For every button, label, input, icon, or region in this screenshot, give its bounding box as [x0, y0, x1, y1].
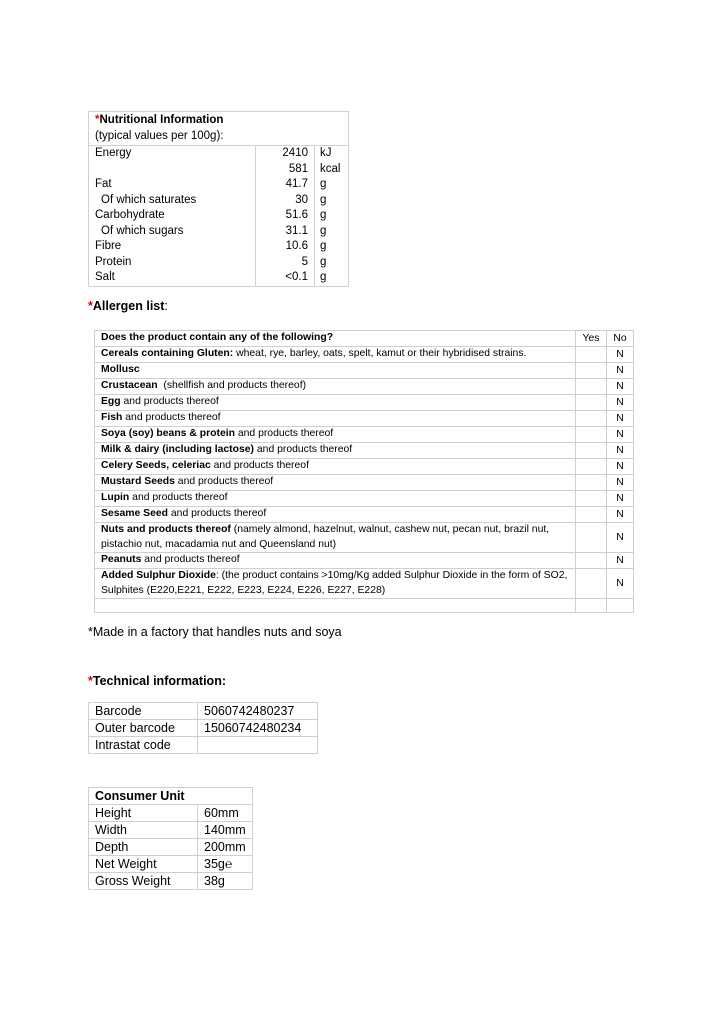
- nutrition-row: [89, 146, 349, 162]
- allergen-item-detail: and products thereof: [122, 412, 221, 424]
- allergen-no-cell: N: [607, 347, 634, 363]
- allergen-yes-cell: [576, 491, 607, 507]
- nutrition-value: 30: [256, 193, 315, 209]
- consumer-unit-row: [89, 805, 253, 822]
- allergen-no-cell: N: [607, 553, 634, 569]
- nutrition-row: [89, 224, 349, 240]
- allergen-row: [95, 475, 634, 491]
- technical-row: [89, 703, 318, 720]
- nutrition-row: [89, 177, 349, 193]
- allergen-item: [95, 491, 576, 507]
- allergen-item: [95, 347, 576, 363]
- allergen-item: [95, 553, 576, 569]
- nutrition-value: <0.1: [256, 270, 315, 286]
- nutrition-unit: kJ: [315, 146, 349, 162]
- allergen-item-name: Lupin: [101, 492, 130, 504]
- allergen-header-row: [95, 331, 634, 347]
- allergen-item: [95, 363, 576, 379]
- allergen-item-name: Celery Seeds, celeriac: [101, 460, 211, 472]
- allergen-no-header: No: [607, 331, 634, 347]
- allergen-row: [95, 443, 634, 459]
- nutrition-label: Protein: [89, 255, 256, 271]
- allergen-item: [95, 395, 576, 411]
- allergen-item-name: Cereals containing Gluten:: [101, 348, 234, 360]
- allergen-question-header: Does the product contain any of the following?: [95, 331, 576, 347]
- consumer-unit-row: [89, 839, 253, 856]
- allergen-asterisk: *: [88, 299, 93, 313]
- technical-table: [88, 702, 318, 754]
- technical-asterisk: *: [88, 674, 93, 688]
- consumer-unit-table: [88, 787, 253, 890]
- allergen-no-cell: N: [607, 475, 634, 491]
- technical-heading: [88, 674, 226, 688]
- allergen-item-detail: and products thereof: [210, 460, 309, 472]
- technical-row: [89, 720, 318, 737]
- nutrition-label: [89, 162, 256, 178]
- allergen-table: [94, 330, 634, 613]
- allergen-yes-cell: [576, 379, 607, 395]
- technical-label: Barcode: [89, 703, 198, 720]
- allergen-row: [95, 523, 634, 553]
- consumer-unit-label: Height: [89, 805, 198, 822]
- nutrition-row: [89, 270, 349, 286]
- allergen-item: [95, 427, 576, 443]
- allergen-item-detail: : (the product contains >10mg/Kg added Sulphur Dioxide in the form of SO2, Sulphites (E220,E221, E222, E223, E224, E226, E227, E228): [101, 570, 568, 596]
- technical-heading-text: Technical information:: [92, 674, 226, 688]
- allergen-item-name: Soya (soy) beans & protein: [101, 428, 235, 440]
- allergen-item: [95, 569, 576, 599]
- allergen-empty-cell: [607, 599, 634, 613]
- allergen-yes-cell: [576, 427, 607, 443]
- allergen-yes-cell: [576, 523, 607, 553]
- allergen-item-name: Mustard Seeds: [101, 476, 175, 488]
- nutrition-unit: g: [315, 239, 349, 255]
- allergen-item-name: Fish: [101, 412, 123, 424]
- nutrition-header-row: [89, 112, 349, 146]
- allergen-item-detail: (namely almond, hazelnut, walnut, cashew nut, pecan nut, brazil nut, pistachio nut, macadamia nut and Queensland nut): [101, 524, 550, 550]
- consumer-unit-header-row: [89, 788, 253, 805]
- allergen-row: [95, 427, 634, 443]
- nutrition-label: Carbohydrate: [89, 208, 256, 224]
- nutrition-label: Fibre: [89, 239, 256, 255]
- allergen-empty-row: [95, 599, 634, 613]
- allergen-item-name: Peanuts: [101, 554, 142, 566]
- technical-value: 15060742480234: [198, 720, 318, 737]
- allergen-item-name: Sesame Seed: [101, 508, 169, 520]
- technical-label: Intrastat code: [89, 737, 198, 754]
- nutrition-label: Of which saturates: [89, 193, 256, 209]
- nutrition-row: [89, 208, 349, 224]
- allergen-no-cell: N: [607, 491, 634, 507]
- allergen-item-name: Crustacean: [101, 380, 158, 392]
- allergen-heading-text: Allergen list: [92, 299, 165, 313]
- allergen-row: [95, 491, 634, 507]
- nutrition-label: Salt: [89, 270, 256, 286]
- allergen-item: [95, 459, 576, 475]
- allergen-item: [95, 523, 576, 553]
- technical-value: [198, 737, 318, 754]
- allergen-yes-cell: [576, 553, 607, 569]
- allergen-row: [95, 363, 634, 379]
- allergen-no-cell: N: [607, 427, 634, 443]
- allergen-row: [95, 379, 634, 395]
- nutrition-header-cell: [89, 112, 349, 146]
- allergen-yes-cell: [576, 475, 607, 491]
- allergen-no-cell: N: [607, 459, 634, 475]
- allergen-row: [95, 411, 634, 427]
- consumer-unit-label: Width: [89, 822, 198, 839]
- consumer-unit-label: Net Weight: [89, 856, 198, 873]
- nutrition-unit: g: [315, 177, 349, 193]
- nutrition-unit: g: [315, 193, 349, 209]
- allergen-item-name: Milk & dairy (including lactose): [101, 444, 254, 456]
- consumer-unit-value: 200mm: [198, 839, 253, 856]
- allergen-item-name: Added Sulphur Dioxide: [101, 570, 216, 581]
- technical-label: Outer barcode: [89, 720, 198, 737]
- nutrition-value: 581: [256, 162, 315, 178]
- allergen-no-cell: N: [607, 569, 634, 599]
- nutrition-label: Energy: [89, 146, 256, 162]
- allergen-item: [95, 475, 576, 491]
- consumer-unit-row: [89, 873, 253, 890]
- allergen-no-cell: N: [607, 523, 634, 553]
- technical-row: [89, 737, 318, 754]
- allergen-item-name: Egg: [101, 396, 121, 408]
- allergen-item-detail: and products thereof: [120, 396, 219, 408]
- consumer-unit-row: [89, 856, 253, 873]
- nutrition-value: 5: [256, 255, 315, 271]
- nutrition-row: [89, 162, 349, 178]
- allergen-item-detail: and products thereof: [174, 476, 274, 488]
- allergen-no-cell: N: [607, 395, 634, 411]
- allergen-heading-colon: :: [164, 299, 168, 313]
- nutrition-title: Nutritional Information: [99, 114, 224, 126]
- nutrition-subtitle: (typical values per 100g):: [95, 129, 224, 142]
- allergen-heading: [88, 299, 168, 313]
- allergen-item: [95, 379, 576, 395]
- nutrition-unit: g: [315, 208, 349, 224]
- allergen-item-detail: and products thereof: [141, 554, 240, 566]
- consumer-unit-title: Consumer Unit: [89, 788, 253, 805]
- nutrition-value: 10.6: [256, 239, 315, 255]
- nutrition-value: 2410: [256, 146, 315, 162]
- allergen-no-cell: N: [607, 411, 634, 427]
- nutrition-unit: g: [315, 255, 349, 271]
- consumer-unit-value: 38g: [198, 873, 253, 890]
- nutrition-value: 51.6: [256, 208, 315, 224]
- allergen-item-detail: and products thereof: [234, 428, 334, 440]
- technical-value: 5060742480237: [198, 703, 318, 720]
- allergen-yes-cell: [576, 443, 607, 459]
- allergen-item-detail: (shellfish and products thereof): [157, 380, 307, 392]
- nutrition-value: 31.1: [256, 224, 315, 240]
- allergen-no-cell: N: [607, 507, 634, 523]
- allergen-row: [95, 569, 634, 599]
- allergen-item-detail: and products thereof: [168, 508, 267, 520]
- allergen-item-name: Mollusc: [101, 364, 140, 376]
- allergen-item: [95, 507, 576, 523]
- allergen-no-cell: N: [607, 443, 634, 459]
- allergen-item-detail: and products thereof: [129, 492, 228, 504]
- allergen-row: [95, 347, 634, 363]
- allergen-item: [95, 443, 576, 459]
- allergen-item: [95, 411, 576, 427]
- allergen-yes-cell: [576, 363, 607, 379]
- allergen-item-detail: and products thereof: [254, 444, 353, 456]
- allergen-yes-cell: [576, 347, 607, 363]
- nutrition-row: [89, 193, 349, 209]
- consumer-unit-label: Depth: [89, 839, 198, 856]
- allergen-yes-cell: [576, 507, 607, 523]
- nutrition-label: Of which sugars: [89, 224, 256, 240]
- allergen-no-cell: N: [607, 379, 634, 395]
- allergen-yes-cell: [576, 411, 607, 427]
- nutrition-unit: g: [315, 224, 349, 240]
- allergen-item-detail: wheat, rye, barley, oats, spelt, kamut or their hybridised strains.: [233, 348, 527, 360]
- allergen-row: [95, 395, 634, 411]
- nutrition-asterisk: *: [95, 114, 100, 126]
- nutrition-value: 41.7: [256, 177, 315, 193]
- nutrition-table: [88, 111, 349, 287]
- allergen-no-cell: N: [607, 363, 634, 379]
- allergen-yes-cell: [576, 459, 607, 475]
- nutrition-unit: kcal: [315, 162, 349, 178]
- consumer-unit-label: Gross Weight: [89, 873, 198, 890]
- allergen-row: [95, 507, 634, 523]
- allergen-row: [95, 459, 634, 475]
- consumer-unit-value: 140mm: [198, 822, 253, 839]
- nutrition-row: [89, 239, 349, 255]
- allergen-yes-header: Yes: [576, 331, 607, 347]
- allergen-yes-cell: [576, 395, 607, 411]
- allergen-empty-cell: [576, 599, 607, 613]
- nutrition-unit: g: [315, 270, 349, 286]
- nutrition-row: [89, 255, 349, 271]
- allergen-item-name: Nuts and products thereof: [101, 524, 231, 535]
- consumer-unit-value: 35g℮: [198, 856, 253, 873]
- factory-note: *Made in a factory that handles nuts and soya: [88, 625, 342, 639]
- consumer-unit-row: [89, 822, 253, 839]
- allergen-yes-cell: [576, 569, 607, 599]
- allergen-row: [95, 553, 634, 569]
- nutrition-label: Fat: [89, 177, 256, 193]
- allergen-empty-cell: [95, 599, 576, 613]
- consumer-unit-value: 60mm: [198, 805, 253, 822]
